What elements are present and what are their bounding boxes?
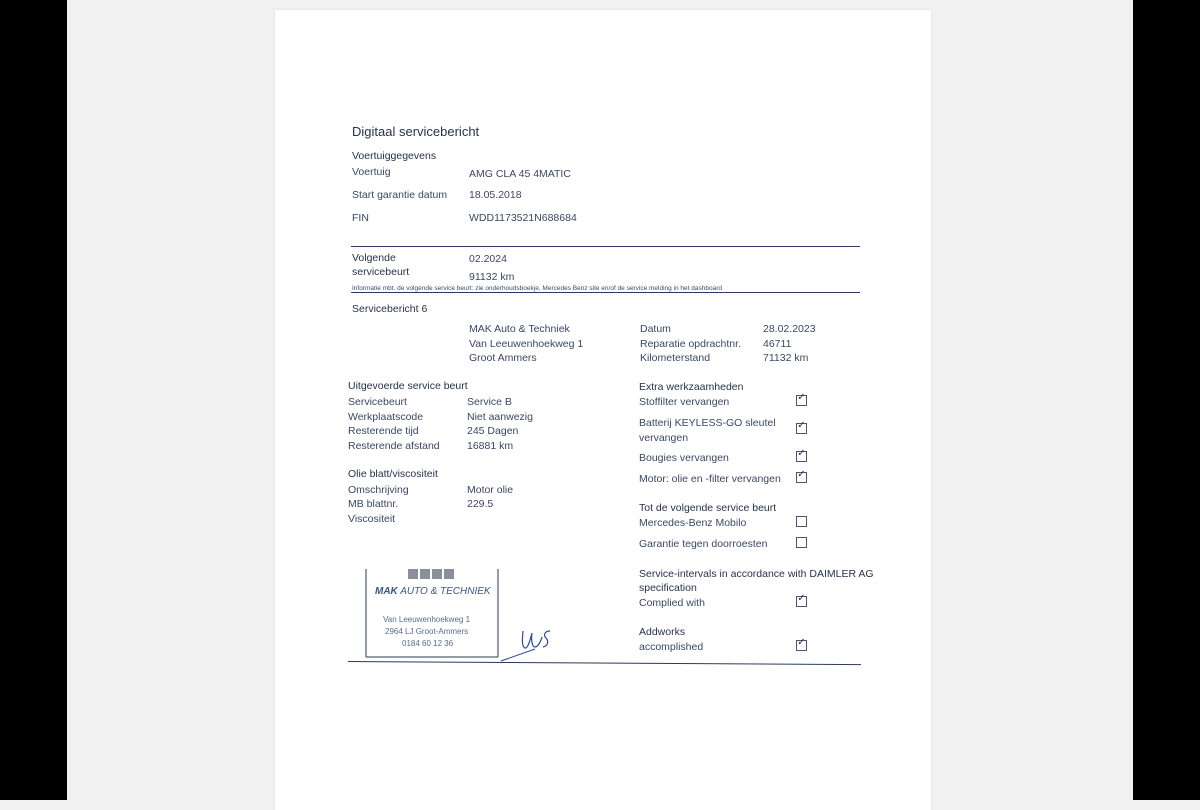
company-stamp [363,565,503,660]
accomplished-label: accomplished [639,641,704,653]
right-black-bar [1133,0,1200,800]
divider-2 [351,292,860,293]
odometer-value: 71132 km [763,352,809,364]
until-next-heading: Tot de volgende service beurt [639,502,777,514]
checkmark-icon: ✓ [797,593,806,604]
fin-value: WDD1173521N688684 [469,212,577,224]
stamp-address: Van Leeuwenhoekweg 1 [383,615,471,624]
remaining-distance-value: 16881 km [467,440,514,452]
warranty-start-label: Start garantie datum [352,189,448,201]
mobilo-label: Mercedes-Benz Mobilo [639,517,747,529]
signature [495,615,565,665]
next-service-note: Informatie mbt. de volgende service beurt: zie onderhoudsboekje, Mercedes Benz site en/of de service melding in het dashboard [352,285,722,292]
extra-work-heading: Extra werkzaamheden [639,381,744,393]
workshop-name: MAK Auto & Techniek [469,323,570,335]
service-type-value: Service B [467,396,512,408]
stamp-logo-icon [432,569,442,579]
stamp-city: 2964 LJ Groot-Ammers [385,627,469,636]
workshop-city: Groot Ammers [469,352,537,364]
extra-item-1-checkbox[interactable] [796,392,807,406]
next-service-label-2: servicebeurt [352,266,410,278]
remaining-time-value: 245 Dagen [467,425,519,437]
workshop-code-value: Niet aanwezig [467,411,533,423]
order-number-label: Reparatie opdrachtnr. [640,338,741,350]
complied-label: Complied with [639,597,705,609]
next-service-label-1: Volgende [352,252,396,264]
checkmark-icon: ✓ [797,448,806,459]
remaining-distance-label: Resterende afstand [348,440,440,452]
page-title: Digitaal servicebericht [352,124,480,139]
order-number-value: 46711 [763,338,792,350]
remaining-time-label: Resterende tijd [348,425,419,437]
extra-item-2-checkbox[interactable] [796,420,807,434]
stamp-logo-icon [408,569,418,579]
checkmark-icon: ✓ [797,420,806,431]
vehicle-label: Voertuig [352,166,391,178]
workshop-code-label: Werkplaatscode [348,411,424,423]
divider-bottom [348,661,861,665]
next-service-km: 91132 km [469,271,515,283]
checkmark-icon: ✓ [797,392,806,403]
rust-warranty-checkbox[interactable] [796,537,807,548]
oil-heading: Olie blatt/viscositeit [348,468,438,480]
mb-sheet-value: 229.5 [467,498,494,510]
stamp-phone: 0184 60 12 36 [402,639,454,648]
extra-item-2-label-cont: vervangen [639,432,689,444]
oil-description-value: Motor olie [467,484,514,496]
extra-item-4-label: Motor: olie en -filter vervangen [639,473,781,485]
checkmark-icon: ✓ [797,469,806,480]
date-value: 28.02.2023 [763,323,816,335]
fin-label: FIN [352,212,369,224]
stamp-logo-icon [420,569,430,579]
date-label: Datum [640,323,671,335]
mobilo-checkbox[interactable] [796,516,807,527]
extra-item-4-checkbox[interactable] [796,469,807,483]
stamp-brand [375,586,491,597]
vehicle-heading: Voertuiggegevens [352,150,437,162]
divider-1 [351,246,860,247]
mb-sheet-label: MB blattnr. [348,498,399,510]
service-type-label: Servicebeurt [348,396,407,408]
extra-item-2-label: Batterij KEYLESS-GO sleutel [639,417,776,429]
vehicle-value: AMG CLA 45 4MATIC [469,168,571,180]
stamp-logo-icon [444,569,454,579]
viscosity-label: Viscositeit [348,513,396,525]
warranty-start-value: 18.05.2018 [469,189,522,201]
left-black-bar [0,0,67,800]
accomplished-checkbox[interactable] [796,637,807,651]
performed-heading: Uitgevoerde service beurt [348,380,468,392]
rust-warranty-label: Garantie tegen doorroesten [639,538,768,550]
service-report-sheet [275,10,931,810]
complied-checkbox[interactable] [796,593,807,607]
oil-description-label: Omschrijving [348,484,409,496]
next-service-date: 02.2024 [469,253,507,265]
extra-item-3-label: Bougies vervangen [639,452,729,464]
extra-item-1-label: Stoffilter vervangen [639,396,730,408]
service-report-heading: Servicebericht 6 [352,303,428,315]
odometer-label: Kilometerstand [640,352,711,364]
stamp-brand-bold: MAK [375,586,398,597]
intervals-heading-2: specification [639,582,697,594]
stamp-brand-rest: AUTO & TECHNIEK [400,586,491,597]
checkmark-icon: ✓ [797,637,806,648]
workshop-street: Van Leeuwenhoekweg 1 [469,338,584,350]
addworks-heading: Addworks [639,626,686,638]
extra-item-3-checkbox[interactable] [796,448,807,462]
intervals-heading-1: Service-intervals in accordance with DAIMLER AG [639,568,874,580]
